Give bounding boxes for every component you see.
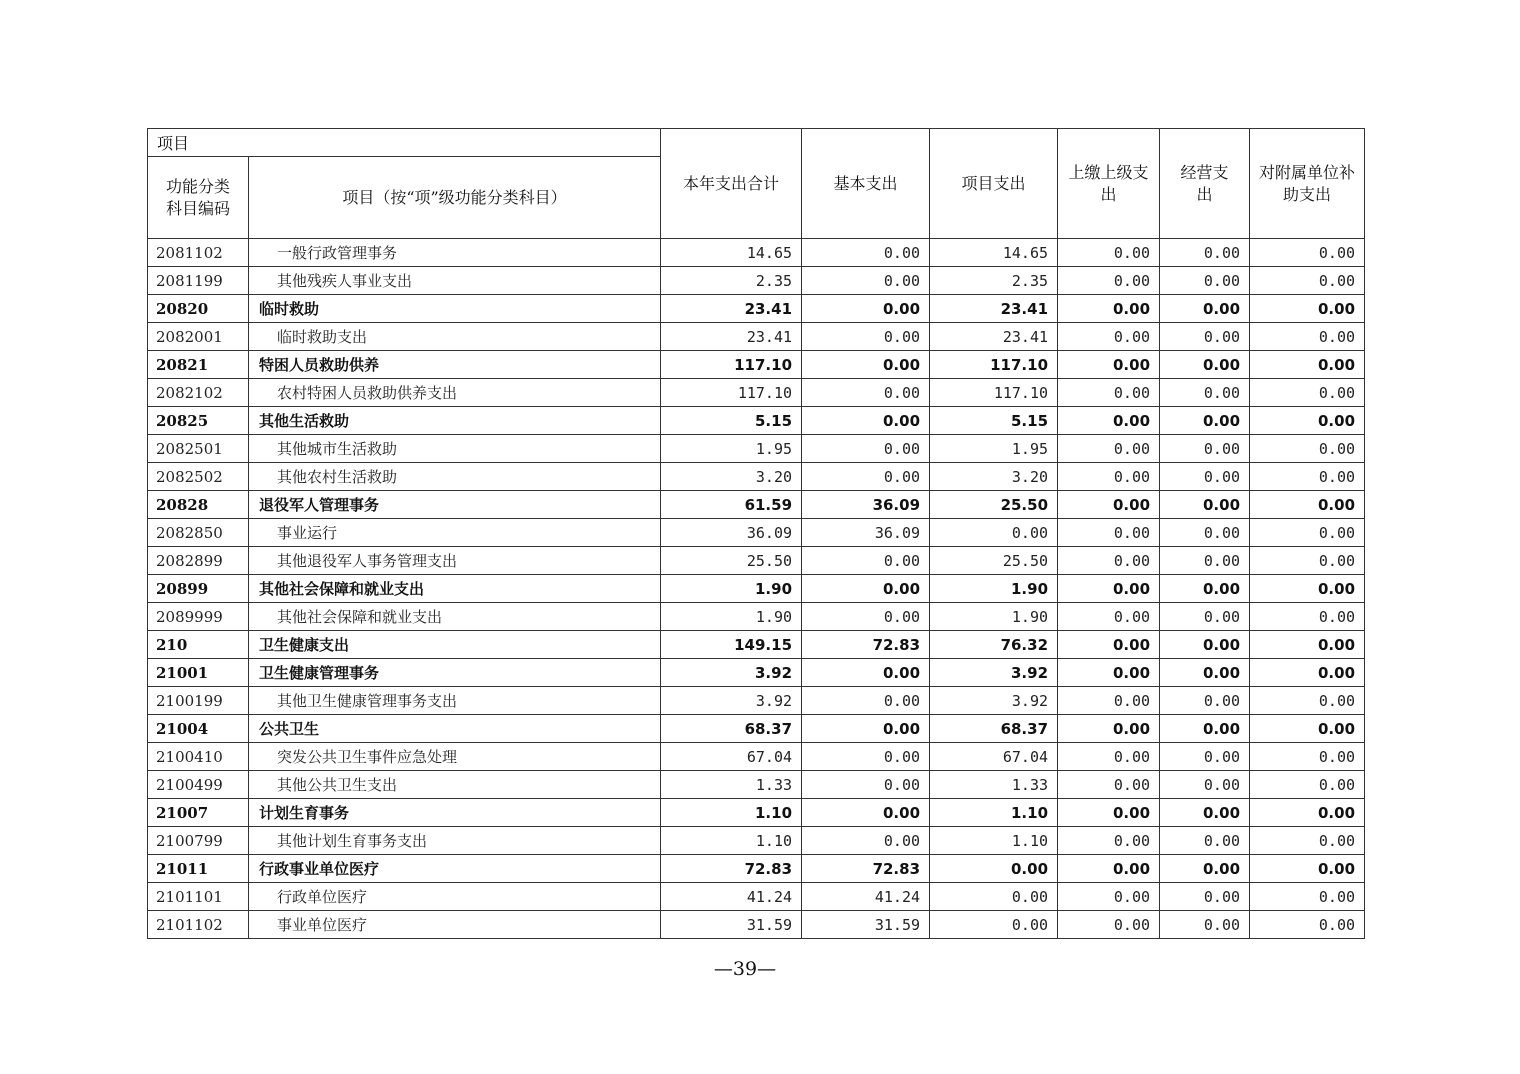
cell-name: 其他退役军人事务管理支出 — [249, 547, 661, 575]
cell-code: 2100199 — [148, 687, 249, 715]
cell-subsidy: 0.00 — [1250, 519, 1365, 547]
table-row — [148, 911, 1365, 939]
table-row — [148, 239, 1365, 267]
cell-upper: 0.00 — [1058, 239, 1160, 267]
cell-item: 1.10 — [930, 799, 1058, 827]
cell-upper: 0.00 — [1058, 743, 1160, 771]
table-row — [148, 603, 1365, 631]
cell-item: 25.50 — [930, 491, 1058, 519]
header-upper: 上缴上级支出 — [1058, 129, 1160, 239]
cell-name: 特困人员救助供养 — [249, 351, 661, 379]
cell-operating: 0.00 — [1160, 491, 1250, 519]
cell-total: 1.10 — [661, 799, 802, 827]
cell-operating: 0.00 — [1160, 519, 1250, 547]
cell-name: 行政事业单位医疗 — [249, 855, 661, 883]
cell-operating: 0.00 — [1160, 827, 1250, 855]
header-project: 项目 — [148, 129, 661, 157]
table-row — [148, 519, 1365, 547]
cell-subsidy: 0.00 — [1250, 547, 1365, 575]
cell-code: 21004 — [148, 715, 249, 743]
cell-upper: 0.00 — [1058, 659, 1160, 687]
table-row — [148, 771, 1365, 799]
cell-total: 36.09 — [661, 519, 802, 547]
cell-operating: 0.00 — [1160, 715, 1250, 743]
cell-basic: 36.09 — [802, 519, 930, 547]
cell-total: 41.24 — [661, 883, 802, 911]
cell-total: 1.33 — [661, 771, 802, 799]
cell-item: 0.00 — [930, 519, 1058, 547]
cell-upper: 0.00 — [1058, 883, 1160, 911]
cell-name: 临时救助支出 — [249, 323, 661, 351]
cell-total: 1.90 — [661, 575, 802, 603]
cell-upper: 0.00 — [1058, 519, 1160, 547]
cell-upper: 0.00 — [1058, 295, 1160, 323]
cell-total: 3.92 — [661, 659, 802, 687]
cell-basic: 41.24 — [802, 883, 930, 911]
cell-name: 其他社会保障和就业支出 — [249, 603, 661, 631]
cell-total: 117.10 — [661, 379, 802, 407]
cell-code: 2101101 — [148, 883, 249, 911]
cell-name: 其他城市生活救助 — [249, 435, 661, 463]
cell-subsidy: 0.00 — [1250, 575, 1365, 603]
cell-code: 21007 — [148, 799, 249, 827]
cell-name: 其他公共卫生支出 — [249, 771, 661, 799]
cell-upper: 0.00 — [1058, 799, 1160, 827]
cell-basic: 0.00 — [802, 323, 930, 351]
table-row — [148, 323, 1365, 351]
table-row — [148, 435, 1365, 463]
cell-item: 1.90 — [930, 575, 1058, 603]
cell-upper: 0.00 — [1058, 827, 1160, 855]
cell-operating: 0.00 — [1160, 799, 1250, 827]
cell-code: 2082899 — [148, 547, 249, 575]
cell-name: 其他社会保障和就业支出 — [249, 575, 661, 603]
cell-item: 1.33 — [930, 771, 1058, 799]
cell-code: 2082850 — [148, 519, 249, 547]
cell-item: 3.92 — [930, 659, 1058, 687]
cell-name: 行政单位医疗 — [249, 883, 661, 911]
cell-basic: 0.00 — [802, 687, 930, 715]
cell-upper: 0.00 — [1058, 631, 1160, 659]
cell-upper: 0.00 — [1058, 407, 1160, 435]
cell-item: 117.10 — [930, 351, 1058, 379]
header-basic: 基本支出 — [802, 129, 930, 239]
cell-subsidy: 0.00 — [1250, 659, 1365, 687]
cell-code: 20825 — [148, 407, 249, 435]
cell-code: 2100499 — [148, 771, 249, 799]
cell-item: 25.50 — [930, 547, 1058, 575]
cell-subsidy: 0.00 — [1250, 407, 1365, 435]
cell-code: 20821 — [148, 351, 249, 379]
table-row — [148, 799, 1365, 827]
cell-operating: 0.00 — [1160, 351, 1250, 379]
cell-code: 2081102 — [148, 239, 249, 267]
cell-name: 临时救助 — [249, 295, 661, 323]
cell-total: 25.50 — [661, 547, 802, 575]
cell-name: 卫生健康管理事务 — [249, 659, 661, 687]
cell-code: 21011 — [148, 855, 249, 883]
cell-item: 3.92 — [930, 687, 1058, 715]
cell-item: 76.32 — [930, 631, 1058, 659]
cell-upper: 0.00 — [1058, 323, 1160, 351]
cell-subsidy: 0.00 — [1250, 295, 1365, 323]
cell-upper: 0.00 — [1058, 463, 1160, 491]
cell-item: 117.10 — [930, 379, 1058, 407]
table-row — [148, 827, 1365, 855]
cell-operating: 0.00 — [1160, 463, 1250, 491]
cell-upper: 0.00 — [1058, 379, 1160, 407]
cell-subsidy: 0.00 — [1250, 463, 1365, 491]
cell-subsidy: 0.00 — [1250, 491, 1365, 519]
cell-item: 23.41 — [930, 295, 1058, 323]
header-code: 功能分类科目编码 — [148, 157, 249, 239]
cell-code: 2081199 — [148, 267, 249, 295]
page-number: —39— — [713, 958, 777, 980]
cell-basic: 0.00 — [802, 743, 930, 771]
cell-name: 卫生健康支出 — [249, 631, 661, 659]
cell-name: 其他卫生健康管理事务支出 — [249, 687, 661, 715]
cell-operating: 0.00 — [1160, 239, 1250, 267]
cell-item: 0.00 — [930, 883, 1058, 911]
cell-total: 72.83 — [661, 855, 802, 883]
cell-item: 67.04 — [930, 743, 1058, 771]
table-row — [148, 491, 1365, 519]
cell-subsidy: 0.00 — [1250, 743, 1365, 771]
cell-total: 1.10 — [661, 827, 802, 855]
cell-item: 0.00 — [930, 855, 1058, 883]
cell-code: 2082502 — [148, 463, 249, 491]
cell-basic: 0.00 — [802, 463, 930, 491]
cell-upper: 0.00 — [1058, 911, 1160, 939]
cell-code: 21001 — [148, 659, 249, 687]
table-row — [148, 407, 1365, 435]
table-row — [148, 547, 1365, 575]
table-row — [148, 379, 1365, 407]
cell-operating: 0.00 — [1160, 407, 1250, 435]
cell-basic: 0.00 — [802, 239, 930, 267]
cell-item: 68.37 — [930, 715, 1058, 743]
cell-subsidy: 0.00 — [1250, 351, 1365, 379]
table-row — [148, 295, 1365, 323]
cell-subsidy: 0.00 — [1250, 771, 1365, 799]
cell-subsidy: 0.00 — [1250, 827, 1365, 855]
cell-basic: 0.00 — [802, 715, 930, 743]
cell-subsidy: 0.00 — [1250, 799, 1365, 827]
cell-item: 2.35 — [930, 267, 1058, 295]
cell-subsidy: 0.00 — [1250, 883, 1365, 911]
cell-operating: 0.00 — [1160, 883, 1250, 911]
cell-basic: 72.83 — [802, 855, 930, 883]
table-row — [148, 267, 1365, 295]
cell-name: 突发公共卫生事件应急处理 — [249, 743, 661, 771]
cell-operating: 0.00 — [1160, 435, 1250, 463]
cell-total: 68.37 — [661, 715, 802, 743]
cell-code: 2100410 — [148, 743, 249, 771]
cell-basic: 0.00 — [802, 407, 930, 435]
cell-item: 23.41 — [930, 323, 1058, 351]
cell-item: 5.15 — [930, 407, 1058, 435]
header-subsidy: 对附属单位补助支出 — [1250, 129, 1365, 239]
cell-item: 14.65 — [930, 239, 1058, 267]
cell-name: 公共卫生 — [249, 715, 661, 743]
cell-upper: 0.00 — [1058, 435, 1160, 463]
cell-total: 3.20 — [661, 463, 802, 491]
cell-subsidy: 0.00 — [1250, 687, 1365, 715]
cell-item: 3.20 — [930, 463, 1058, 491]
cell-upper: 0.00 — [1058, 771, 1160, 799]
cell-total: 14.65 — [661, 239, 802, 267]
cell-basic: 31.59 — [802, 911, 930, 939]
cell-subsidy: 0.00 — [1250, 267, 1365, 295]
cell-upper: 0.00 — [1058, 575, 1160, 603]
cell-subsidy: 0.00 — [1250, 631, 1365, 659]
cell-subsidy: 0.00 — [1250, 911, 1365, 939]
table-row — [148, 743, 1365, 771]
cell-basic: 36.09 — [802, 491, 930, 519]
table-row — [148, 351, 1365, 379]
cell-basic: 72.83 — [802, 631, 930, 659]
cell-name: 一般行政管理事务 — [249, 239, 661, 267]
cell-item: 1.10 — [930, 827, 1058, 855]
header-total: 本年支出合计 — [661, 129, 802, 239]
cell-code: 2101102 — [148, 911, 249, 939]
cell-total: 1.90 — [661, 603, 802, 631]
cell-total: 61.59 — [661, 491, 802, 519]
table-row — [148, 659, 1365, 687]
cell-operating: 0.00 — [1160, 603, 1250, 631]
header-item: 项目支出 — [930, 129, 1058, 239]
cell-basic: 0.00 — [802, 575, 930, 603]
cell-name: 其他农村生活救助 — [249, 463, 661, 491]
expenditure-table — [147, 128, 1365, 939]
cell-operating: 0.00 — [1160, 631, 1250, 659]
cell-basic: 0.00 — [802, 295, 930, 323]
cell-operating: 0.00 — [1160, 911, 1250, 939]
cell-total: 1.95 — [661, 435, 802, 463]
cell-code: 2082102 — [148, 379, 249, 407]
table-row — [148, 855, 1365, 883]
cell-name: 其他生活救助 — [249, 407, 661, 435]
cell-operating: 0.00 — [1160, 379, 1250, 407]
cell-code: 20828 — [148, 491, 249, 519]
cell-upper: 0.00 — [1058, 547, 1160, 575]
cell-operating: 0.00 — [1160, 855, 1250, 883]
cell-code: 20820 — [148, 295, 249, 323]
cell-basic: 0.00 — [802, 771, 930, 799]
cell-total: 5.15 — [661, 407, 802, 435]
table-row — [148, 883, 1365, 911]
cell-operating: 0.00 — [1160, 743, 1250, 771]
cell-name: 农村特困人员救助供养支出 — [249, 379, 661, 407]
cell-name: 事业运行 — [249, 519, 661, 547]
table-row — [148, 715, 1365, 743]
table-row — [148, 631, 1365, 659]
cell-subsidy: 0.00 — [1250, 855, 1365, 883]
table-row — [148, 575, 1365, 603]
cell-subsidy: 0.00 — [1250, 603, 1365, 631]
table-row — [148, 687, 1365, 715]
cell-total: 2.35 — [661, 267, 802, 295]
cell-basic: 0.00 — [802, 435, 930, 463]
cell-name: 退役军人管理事务 — [249, 491, 661, 519]
cell-upper: 0.00 — [1058, 855, 1160, 883]
cell-code: 20899 — [148, 575, 249, 603]
cell-total: 23.41 — [661, 295, 802, 323]
cell-operating: 0.00 — [1160, 295, 1250, 323]
cell-code: 2082501 — [148, 435, 249, 463]
cell-basic: 0.00 — [802, 603, 930, 631]
cell-code: 2100799 — [148, 827, 249, 855]
cell-basic: 0.00 — [802, 267, 930, 295]
cell-subsidy: 0.00 — [1250, 715, 1365, 743]
cell-total: 117.10 — [661, 351, 802, 379]
cell-operating: 0.00 — [1160, 771, 1250, 799]
cell-name: 其他残疾人事业支出 — [249, 267, 661, 295]
cell-subsidy: 0.00 — [1250, 323, 1365, 351]
cell-total: 3.92 — [661, 687, 802, 715]
cell-operating: 0.00 — [1160, 323, 1250, 351]
cell-name: 计划生育事务 — [249, 799, 661, 827]
cell-operating: 0.00 — [1160, 575, 1250, 603]
cell-upper: 0.00 — [1058, 267, 1160, 295]
cell-subsidy: 0.00 — [1250, 239, 1365, 267]
header-name: 项目（按“项”级功能分类科目） — [249, 157, 661, 239]
cell-item: 1.95 — [930, 435, 1058, 463]
table-row — [148, 463, 1365, 491]
cell-basic: 0.00 — [802, 799, 930, 827]
cell-total: 149.15 — [661, 631, 802, 659]
cell-operating: 0.00 — [1160, 547, 1250, 575]
cell-basic: 0.00 — [802, 827, 930, 855]
cell-total: 67.04 — [661, 743, 802, 771]
cell-basic: 0.00 — [802, 379, 930, 407]
cell-code: 2082001 — [148, 323, 249, 351]
cell-name: 事业单位医疗 — [249, 911, 661, 939]
cell-total: 31.59 — [661, 911, 802, 939]
cell-upper: 0.00 — [1058, 351, 1160, 379]
cell-total: 23.41 — [661, 323, 802, 351]
cell-item: 0.00 — [930, 911, 1058, 939]
cell-code: 210 — [148, 631, 249, 659]
cell-upper: 0.00 — [1058, 491, 1160, 519]
cell-basic: 0.00 — [802, 547, 930, 575]
cell-basic: 0.00 — [802, 659, 930, 687]
cell-upper: 0.00 — [1058, 603, 1160, 631]
header-operating: 经营支出 — [1160, 129, 1250, 239]
cell-subsidy: 0.00 — [1250, 379, 1365, 407]
cell-operating: 0.00 — [1160, 659, 1250, 687]
cell-code: 2089999 — [148, 603, 249, 631]
cell-operating: 0.00 — [1160, 687, 1250, 715]
cell-basic: 0.00 — [802, 351, 930, 379]
cell-item: 1.90 — [930, 603, 1058, 631]
cell-upper: 0.00 — [1058, 687, 1160, 715]
cell-subsidy: 0.00 — [1250, 435, 1365, 463]
cell-operating: 0.00 — [1160, 267, 1250, 295]
table-body — [148, 239, 1365, 939]
cell-name: 其他计划生育事务支出 — [249, 827, 661, 855]
cell-upper: 0.00 — [1058, 715, 1160, 743]
